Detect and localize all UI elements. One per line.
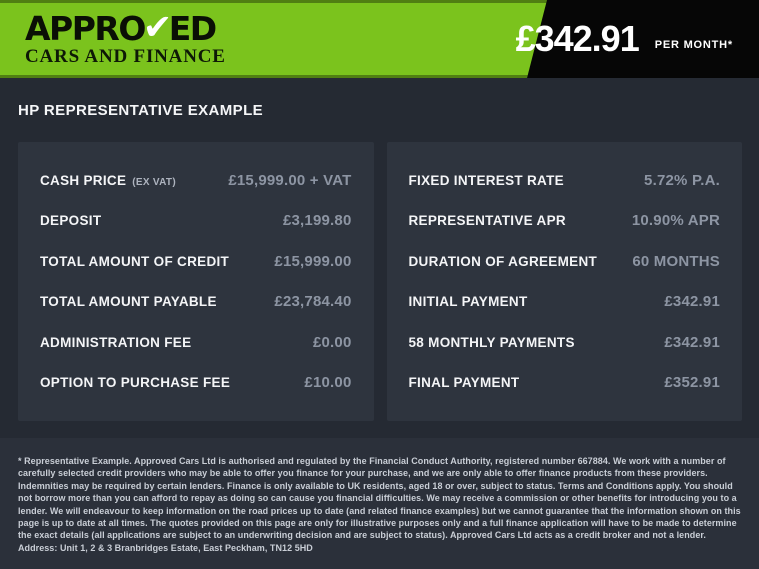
finance-panel-left	[18, 142, 374, 421]
row-label: DEPOSIT	[40, 213, 102, 229]
row-label: 58 MONTHLY PAYMENTS	[408, 334, 575, 350]
logo-text-part1: APPRO	[25, 9, 145, 48]
brand-logo	[25, 8, 226, 67]
row-value: £15,999.00 + VAT	[228, 171, 352, 189]
check-icon: ✔	[142, 8, 171, 48]
page-title: HP REPRESENTATIVE EXAMPLE	[18, 101, 264, 119]
row-label: INITIAL PAYMENT	[408, 294, 528, 310]
row-value: £23,784.40	[274, 293, 352, 311]
row-value: £342.91	[664, 293, 720, 311]
finance-row-representative-apr	[409, 212, 721, 229]
finance-panel-right	[387, 142, 743, 421]
disclaimer-footer	[0, 438, 759, 569]
row-label: TOTAL AMOUNT PAYABLE	[40, 294, 217, 310]
row-value: £3,199.80	[282, 212, 352, 230]
finance-row-initial-payment	[409, 293, 721, 310]
logo-wordmark	[25, 8, 226, 48]
row-label: FINAL PAYMENT	[408, 375, 520, 391]
finance-row-deposit	[40, 212, 352, 229]
logo-subtitle: CARS AND FINANCE	[25, 46, 226, 67]
finance-row-cash-price	[40, 172, 352, 189]
row-value: 60 MONTHS	[632, 252, 720, 270]
row-label: ADMINISTRATION FEE	[40, 334, 192, 350]
site-header	[0, 0, 759, 78]
row-label: DURATION OF AGREEMENT	[408, 253, 598, 269]
row-label-note: (EX VAT)	[132, 176, 176, 188]
row-value: 5.72% P.A.	[644, 171, 720, 189]
row-label: REPRESENTATIVE APR	[408, 213, 566, 229]
row-label: TOTAL AMOUNT OF CREDIT	[40, 253, 230, 269]
finance-row-total-credit	[40, 253, 352, 270]
price-amount: £342.91	[515, 18, 639, 59]
row-value: 10.90% APR	[631, 212, 720, 230]
finance-row-admin-fee	[40, 334, 352, 351]
finance-row-fixed-interest-rate	[409, 172, 721, 189]
logo-text-part2: ED	[168, 9, 216, 48]
price-per-month-label: PER MONTH*	[654, 39, 733, 51]
disclaimer-text: * Representative Example. Approved Cars Ltd is authorised and regulated by the Financial Conduct Authority, registered number 667884. We work with a number of carefully selected credit providers who may be able to offer you finance for your purchase, and we are only able to offer finance products from these providers. Indemnities may be required by certain lenders. Finance is only available to UK residents, aged 18 or over, subject to status. Terms and Conditions apply. You should not borrow more than you can afford to repay as doing so can cause you financial difficulties. We may receive a commission or other benefits for introducing you to a lender. We will endeavour to keep information on the road prices up to date (and related finance examples) but we cannot guarantee that the information shown on this page is up to date at all times. The quotes provided on this page are only for illustrative purposes only and a full finance application will have to be made to determine the exact details (all applications are subject to an underwriting decision and are subject to status). Approved Cars Ltd acts as a credit broker and not a lender. Address: Unit 1, 2 & 3 Branbridges Estate, East Peckham, TN12 5HD	[18, 456, 741, 553]
row-value: £10.00	[304, 374, 352, 392]
row-value: £0.00	[312, 333, 352, 351]
row-value: £342.91	[664, 333, 720, 351]
row-label: CASH PRICE (EX VAT)	[40, 172, 176, 188]
finance-panels	[0, 142, 759, 421]
row-label: FIXED INTEREST RATE	[408, 172, 564, 188]
row-value: £15,999.00	[274, 252, 352, 270]
finance-row-option-to-purchase-fee	[40, 374, 352, 391]
row-value: £352.91	[664, 374, 720, 392]
finance-row-duration	[409, 253, 721, 270]
title-bar	[0, 78, 759, 142]
monthly-price	[516, 0, 733, 78]
row-label: OPTION TO PURCHASE FEE	[40, 375, 231, 391]
finance-row-final-payment	[409, 374, 721, 391]
finance-row-total-payable	[40, 293, 352, 310]
finance-row-monthly-payments	[409, 334, 721, 351]
